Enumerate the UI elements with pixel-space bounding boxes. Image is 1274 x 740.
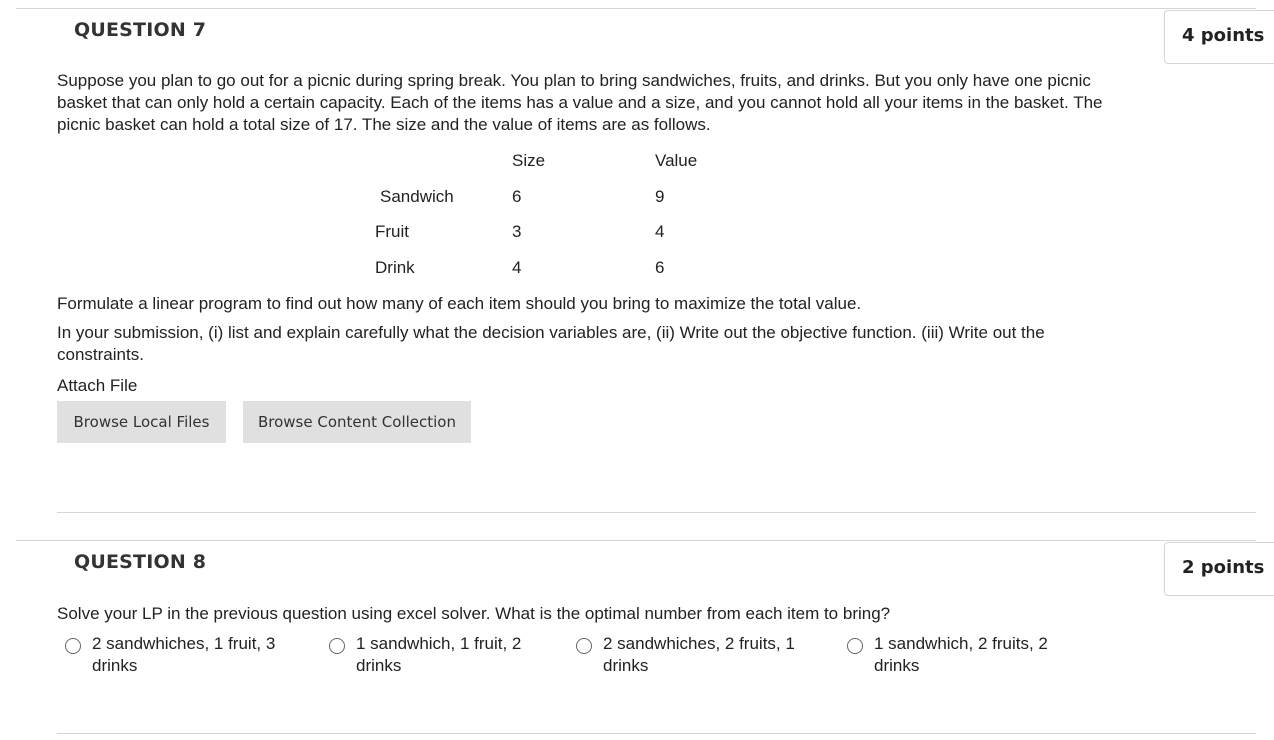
table-row-value: 4 <box>655 222 665 241</box>
table-row-item: Drink <box>375 258 415 277</box>
radio-button[interactable] <box>847 638 863 654</box>
question-8-points: 2 points <box>1182 557 1265 578</box>
question-8-prompt: Solve your LP in the previous question using excel solver. What is the optimal number from each item to bring? <box>57 604 891 623</box>
question-8-top-divider <box>16 540 1256 541</box>
table-row-size: 6 <box>512 187 522 206</box>
radio-button[interactable] <box>329 638 345 654</box>
question-7-points: 4 points <box>1182 25 1265 46</box>
question-7-top-divider <box>16 8 1256 9</box>
answer-choice-label: 2 sandwhiches, 1 fruit, 3 drinks <box>92 634 276 675</box>
answer-choice-label: 1 sandwhich, 1 fruit, 2 drinks <box>356 634 522 675</box>
table-row-value: 9 <box>655 187 665 206</box>
browse-local-files-button[interactable]: Browse Local Files <box>57 401 226 443</box>
question-8-points-badge <box>1164 542 1274 596</box>
question-7-formulate: Formulate a linear program to find out how many of each item should you bring to maximize the total value. <box>57 294 862 313</box>
table-row-item: Sandwich <box>380 187 454 206</box>
radio-button[interactable] <box>576 638 592 654</box>
table-row-value: 6 <box>655 258 665 277</box>
table-row-item: Fruit <box>375 222 409 241</box>
browse-content-collection-button[interactable]: Browse Content Collection <box>243 401 471 443</box>
attach-file-label: Attach File <box>57 376 138 395</box>
table-row-size: 3 <box>512 222 522 241</box>
table-header-size: Size <box>512 151 546 170</box>
table-header-value: Value <box>655 151 698 170</box>
question-7-submission: In your submission, (i) list and explain carefully what the decision variables are, (ii) Write out the objective function. (iii) Write out the constraints. <box>57 323 1045 364</box>
question-8-title: QUESTION 8 <box>74 551 207 573</box>
question-7-bottom-divider <box>57 512 1256 513</box>
question-7-points-badge <box>1164 10 1274 64</box>
answer-choice-label: 1 sandwhich, 2 fruits, 2 drinks <box>874 634 1048 675</box>
answer-choice-label: 2 sandwhiches, 2 fruits, 1 drinks <box>603 634 795 675</box>
question-8-bottom-divider <box>57 733 1256 734</box>
question-7-intro: Suppose you plan to go out for a picnic during spring break. You plan to bring sandwiches, fruits, and drinks. But you only have one picnic basket that can only hold a certain capacity. Each of the items has a value and a size, and you cannot hold all your items in the basket. The picnic basket can hold a total size of 17. The size and the value of items are as follows. <box>57 71 1103 134</box>
radio-button[interactable] <box>65 638 81 654</box>
question-7-title: QUESTION 7 <box>74 19 207 41</box>
table-row-size: 4 <box>512 258 522 277</box>
